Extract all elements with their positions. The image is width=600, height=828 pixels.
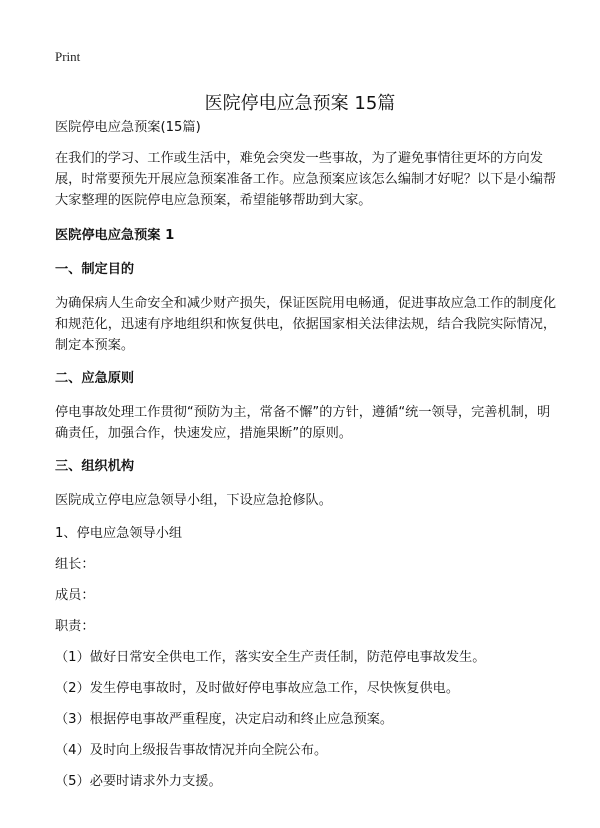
members-label: 成员： bbox=[55, 588, 95, 603]
document-content bbox=[55, 117, 560, 802]
duty-item: （5）必要时请求外力支援。 bbox=[55, 774, 222, 789]
document-title: 医院停电应急预案 15篇 bbox=[204, 93, 396, 115]
organization-paragraph: 医院成立停电应急领导小组，下设应急抢修队。 bbox=[55, 493, 332, 508]
organization-heading: 三、组织机构 bbox=[55, 459, 135, 474]
leader-label: 组长： bbox=[55, 557, 95, 572]
principles-paragraph: 停电事故处理工作贯彻“预防为主，常备不懈”的方针，遵循“统一领导，完善机制，明确责任，加强合作，快速发应，措施果断”的原则。 bbox=[55, 405, 551, 441]
purpose-paragraph: 为确保病人生命安全和减少财产损失，保证医院用电畅通，促进事故应急工作的制度化和规范化，迅速有序地组织和恢复供电，依据国家相关法律法规，结合我院实际情况，制定本预案。 bbox=[55, 296, 557, 353]
document-subtitle: 医院停电应急预案(15篇) bbox=[55, 120, 201, 135]
section-title: 医院停电应急预案 1 bbox=[55, 228, 175, 243]
print-label: Print bbox=[55, 49, 81, 64]
duties-label: 职责： bbox=[55, 619, 95, 634]
leadership-group-heading: 1、停电应急领导小组 bbox=[55, 526, 183, 541]
intro-paragraph: 在我们的学习、工作或生活中，难免会突发一些事故，为了避免事情往更坏的方向发展，时常要预先开展应急预案准备工作。应急预案应该怎么编制才好呢？以下是小编帮大家整理的医院停电应急预案，希望能够帮助到大家。 bbox=[55, 151, 557, 208]
duty-item: （2）发生停电事故时，及时做好停电事故应急工作，尽快恢复供电。 bbox=[55, 681, 460, 696]
duty-item: （4）及时向上级报告事故情况并向全院公布。 bbox=[55, 743, 328, 758]
purpose-heading: 一、制定目的 bbox=[55, 262, 135, 277]
duty-item: （1）做好日常安全供电工作，落实安全生产责任制，防范停电事故发生。 bbox=[55, 650, 486, 665]
duty-item: （3）根据停电事故严重程度，决定启动和终止应急预案。 bbox=[55, 712, 394, 727]
principles-heading: 二、应急原则 bbox=[55, 371, 135, 386]
